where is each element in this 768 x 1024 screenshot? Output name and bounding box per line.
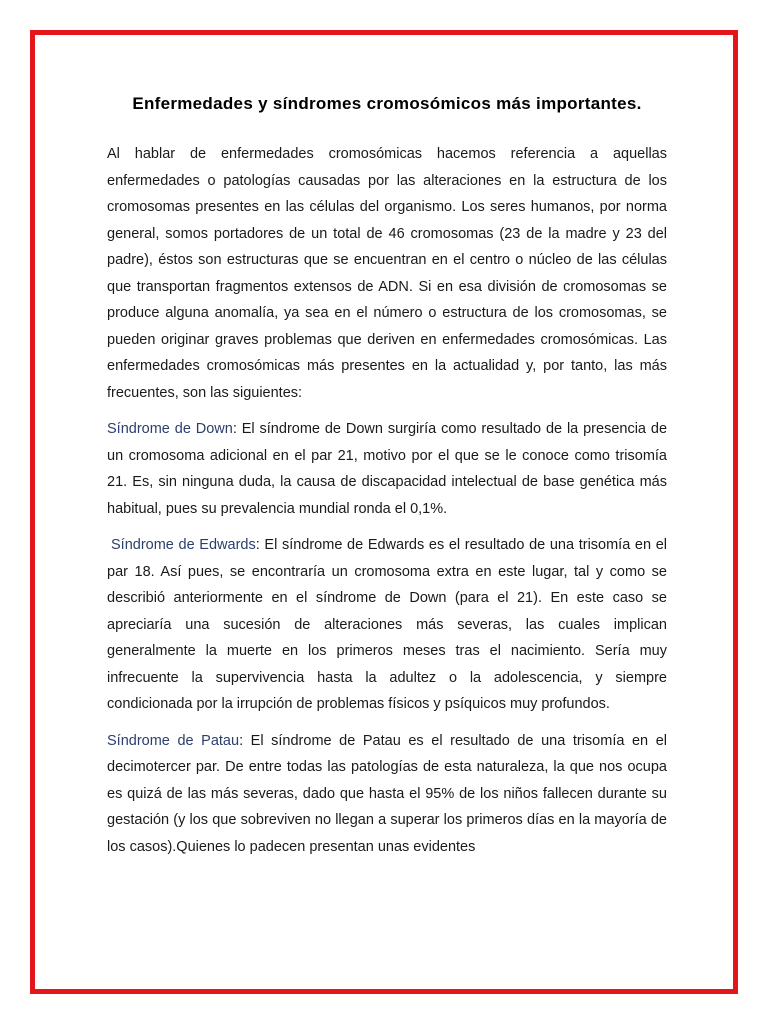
term-sindrome-down: Síndrome de Down [107,421,233,437]
term-sindrome-edwards: Síndrome de Edwards [111,537,256,553]
document-body [107,91,667,870]
section-down-text: : El síndrome de Down surgiría como resultado de la presencia de un cromosoma adicional en el par 21, motivo por el que se le conoce como trisomía 21. Es, sin ninguna duda, la causa de discapacidad intelectual de base genética más habitual, pues su prevalencia mundial ronda el 0,1%. [107,421,668,517]
intro-paragraph: Al hablar de enfermedades cromosómicas hacemos referencia a aquellas enfermedades o patologías causadas por las alteraciones en la estructura de los cromosomas presentes en las células del organismo. Los seres humanos, por norma general, somos portadores de un total de 46 cromosomas (23 de la madre y 23 del padre), éstos son estructuras que se encuentran en el centro o núcleo de las células que transportan fragmentos extensos de ADN. Si en esa división de cromosomas se produce alguna anomalía, ya sea en el número o estructura de los cromosomas, se pueden originar graves problemas que deriven en enfermedades cromosómicas. Las enfermedades cromosómicas más presentes en la actualidad y, por tanto, las más frecuentes, son las siguientes: [107,146,667,401]
section-edwards [107,532,667,718]
section-patau-text: : El síndrome de Patau es el resultado de una trisomía en el decimotercer par. De entre todas las patologías de esta naturaleza, la que nos ocupa es quizá de las más severas, dado que hasta el 95% de los niños fallecen durante su gestación (y los que sobreviven no llegan a superar los primeros días en la mayoría de los casos).Quienes lo padecen presentan unas evidentes [107,732,667,855]
document-page [30,30,738,994]
section-down [107,416,667,522]
term-sindrome-patau: Síndrome de Patau [107,732,240,749]
document-title: Enfermedades y síndromes cromosómicos más importantes. [132,94,642,113]
section-patau [107,728,667,861]
section-edwards-text: : El síndrome de Edwards es el resultado de una trisomía en el par 18. Así pues, se encontraría un cromosoma extra en este lugar, tal y como se describió anteriormente en el síndrome de Down (para el 21). En este caso se apreciaría una sucesión de alteraciones más severas, las cuales implican generalmente la muerte en los primeros meses tras el nacimiento. Sería muy infrecuente la supervivencia hasta la adultez o la adolescencia, y siempre condicionada por la irrupción de problemas físicos y psíquicos muy profundos. [107,537,667,712]
